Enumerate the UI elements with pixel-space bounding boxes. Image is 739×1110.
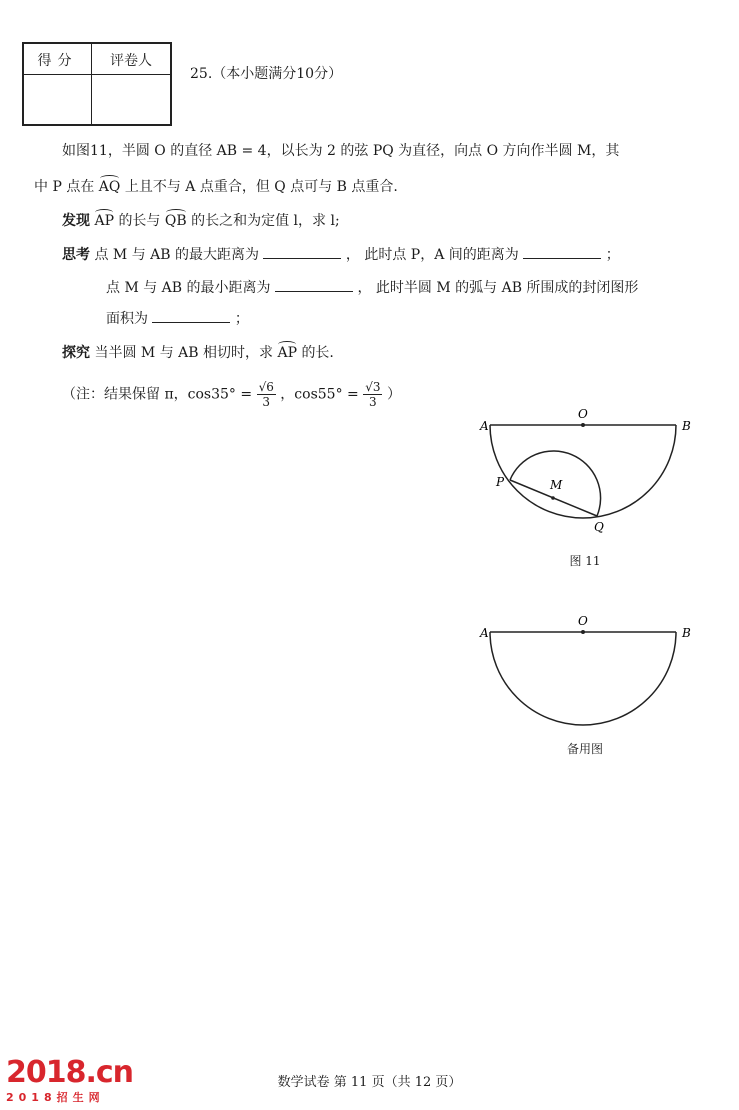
arc-qb: QB	[164, 213, 187, 229]
watermark-sub: 2018招生网	[6, 1091, 105, 1104]
watermark-main: 2018.cn	[6, 1055, 134, 1090]
answer-blank[interactable]	[263, 244, 341, 259]
label-o: O	[578, 407, 588, 421]
label-b: B	[682, 626, 691, 640]
fraction-sqrt6-over-3	[257, 380, 276, 409]
think-line-1-a: 点 M 与 AB 的最大距离为	[94, 247, 259, 263]
score-header: 得分	[37, 53, 78, 69]
explore-line	[62, 342, 334, 362]
fraction-numerator: √6	[258, 380, 274, 394]
think-line-2-b: ， 此时半圆 M 的弧与 AB 所围成的封闭图形	[357, 280, 639, 296]
semicircle-o	[490, 425, 676, 518]
intro-line-2-a: 中 P 点在	[34, 179, 95, 195]
answer-blank[interactable]	[152, 308, 230, 323]
note-c: ）	[386, 386, 401, 403]
label-o: O	[578, 614, 588, 628]
explore-a: 当半圆 M 与 AB 相切时，求	[94, 345, 273, 361]
label-m: M	[550, 478, 563, 492]
label-b: B	[682, 419, 691, 433]
discover-mid: 的长与	[118, 213, 161, 229]
table-divider-horizontal	[24, 74, 170, 75]
think-line-2-a: 点 M 与 AB 的最小距离为	[106, 280, 271, 296]
label-a: A	[480, 626, 489, 640]
note-b: ，cos55° =	[280, 386, 359, 403]
think-label: 思考	[62, 247, 90, 263]
discover-end: 的长之和为定值 l，求 l;	[191, 213, 340, 229]
arc-ap-explore: AP	[277, 345, 297, 361]
think-line-3-b: ；	[234, 311, 249, 327]
backup-figure-caption: 备用图	[566, 742, 603, 756]
think-line-2	[106, 277, 638, 297]
note-a: （注：结果保留 π，cos35° =	[62, 386, 253, 403]
answer-blank[interactable]	[275, 277, 353, 292]
fraction-numerator: √3	[365, 380, 381, 394]
discover-label: 发现	[62, 213, 90, 229]
point-o	[581, 423, 585, 427]
figure-11-caption: 图 11	[569, 554, 601, 568]
think-line-1	[62, 244, 620, 264]
semicircle-o	[490, 632, 676, 725]
point-m	[551, 496, 555, 500]
think-line-3-a: 面积为	[106, 311, 148, 327]
think-line-3	[106, 308, 249, 328]
answer-blank[interactable]	[523, 244, 601, 259]
score-table	[22, 42, 172, 126]
point-o	[581, 630, 585, 634]
discover-line	[62, 210, 340, 230]
fraction-denominator: 3	[369, 395, 377, 409]
label-q: Q	[594, 520, 604, 534]
backup-figure	[470, 612, 710, 732]
explore-b: 的长.	[301, 345, 334, 361]
intro-line-1: 如图11，半圆 O 的直径 AB = 4，以长为 2 的弦 PQ 为直径，向点 O 方向作半圆 M，其	[62, 143, 620, 159]
question-number: 25.（本小题满分10分）	[190, 66, 343, 82]
label-p: P	[496, 475, 505, 489]
think-line-1-c: ；	[605, 247, 620, 263]
fraction-sqrt3-over-3	[363, 380, 382, 409]
fraction-denominator: 3	[262, 395, 271, 409]
label-a: A	[480, 419, 489, 433]
think-line-1-b: ， 此时点 P，A 间的距离为	[345, 247, 519, 263]
arc-ap: AP	[94, 213, 114, 229]
grader-header: 评卷人	[110, 53, 152, 69]
figure-11	[470, 405, 710, 565]
note-line	[62, 380, 401, 409]
arc-aq: AQ	[98, 179, 121, 195]
intro-line-2-b: 上且不与 A 点重合，但 Q 点可与 B 点重合.	[124, 179, 398, 195]
page-footer: 数学试卷 第 11 页（共 12 页）	[277, 1075, 462, 1090]
intro-line-2	[34, 176, 398, 196]
explore-label: 探究	[62, 345, 90, 361]
